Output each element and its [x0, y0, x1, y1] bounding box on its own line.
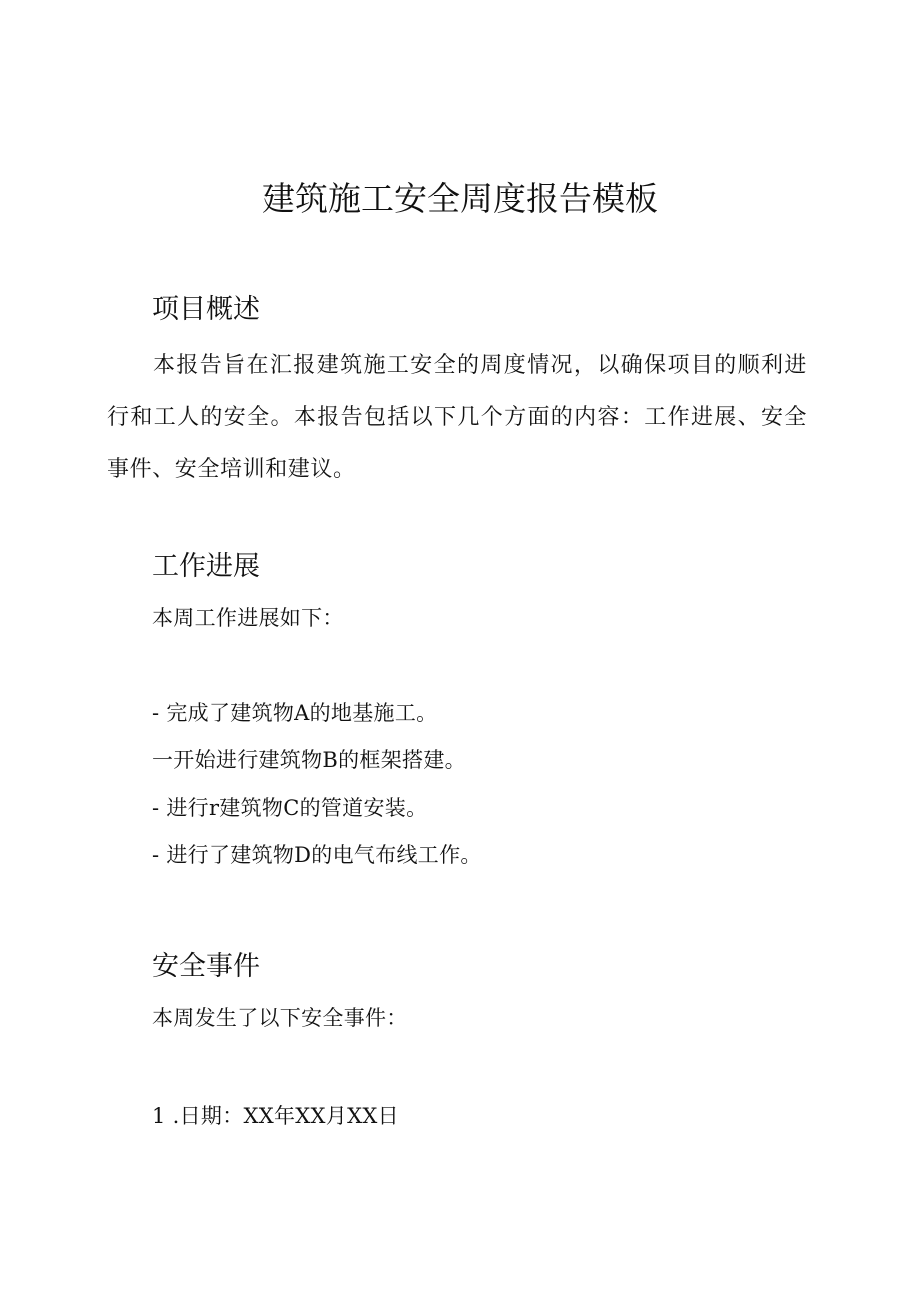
- progress-item: - 进行了建筑物D的电气布线工作。: [152, 843, 482, 867]
- section-heading-overview: 项目概述: [152, 294, 260, 325]
- progress-item: - 进行r建筑物C的管道安装。: [152, 796, 428, 820]
- incident-item: 1 .日期：XX年XX月XX日: [152, 1104, 399, 1128]
- document-title: 建筑施工安全周度报告模板: [262, 179, 658, 218]
- progress-item: 一开始进行建筑物B的框架搭建。: [152, 748, 466, 772]
- progress-intro: 本周工作进展如下：: [152, 606, 344, 630]
- section-heading-progress: 工作进展: [152, 551, 260, 582]
- overview-paragraph: 本报告旨在汇报建筑施工安全的周度情况，以确保项目的顺利进行和工人的安全。本报告包括以下几个方面的内容：工作进展、安全事件、安全培训和建议。: [107, 353, 807, 482]
- section-heading-incidents: 安全事件: [152, 951, 260, 982]
- progress-item: - 完成了建筑物A的地基施工。: [152, 701, 438, 725]
- incidents-intro: 本周发生了以下安全事件：: [152, 1006, 408, 1030]
